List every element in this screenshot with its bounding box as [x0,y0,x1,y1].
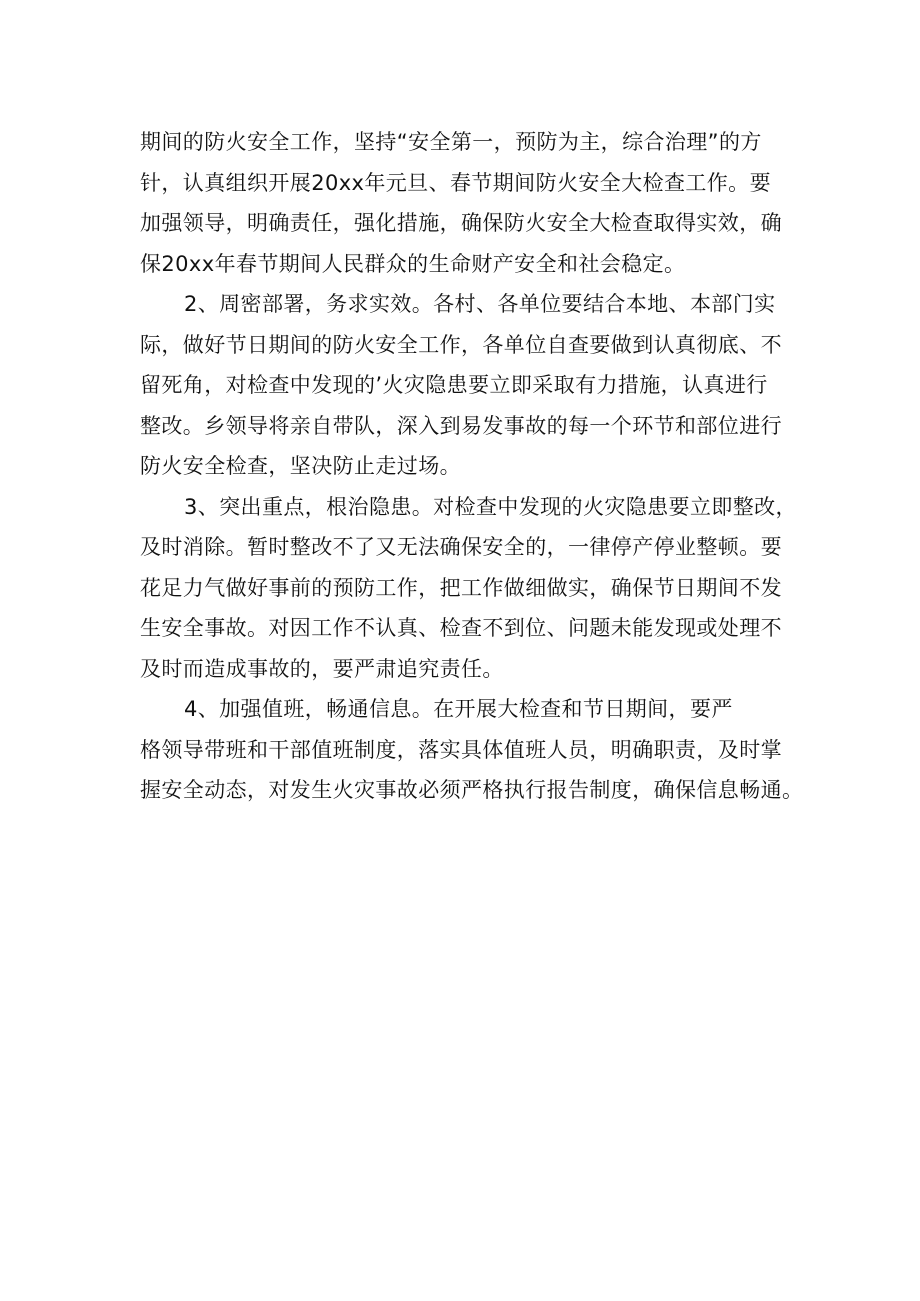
text-line: 4、加强值班，畅通信息。在开展大检查和节日期间，要严 [184,697,733,721]
text-line: 期间的防火安全工作，坚持“安全第一，预防为主，综合治理”的方 [140,130,762,154]
text-line: 格领导带班和干部值班制度，落实具体值班人员，明确职责，及时掌 [140,737,782,762]
text-line: 握安全动态，对发生火灾事故必须严格执行报告制度，确保信息畅通。 [140,778,804,802]
paragraph-4 [140,689,804,811]
text-line: 针，认真组织开展20xx年元旦、春节期间防火安全大检查工作。要 [140,170,771,195]
document-body [140,122,804,811]
text-line: 3、突出重点，根治隐患。对检查中发现的火灾隐患要立即整改， [184,494,797,519]
text-line: 防火安全检查，坚决防止走过场。 [140,454,461,478]
paragraph-2 [140,284,790,487]
text-line: 保20xx年春节期间人民群众的生命财产安全和社会稳定。 [140,251,686,276]
text-line: 留死角，对检查中发现的’火灾隐患要立即采取有力措施，认真进行 [140,373,768,397]
text-line: 加强领导，明确责任，强化措施，确保防火安全大检查取得实效，确 [140,211,782,235]
text-line: 花足力气做好事前的预防工作，把工作做细做实，确保节日期间不发 [140,575,782,600]
text-line: 生安全事故。对因工作不认真、检查不到位、问题未能发现或处理不 [140,616,782,640]
paragraph-3 [140,487,797,690]
text-line: 整改。乡领导将亲自带队，深入到易发事故的每一个环节和部位进行 [140,413,782,438]
paragraph-1 [140,122,790,284]
text-line: 际，做好节日期间的防火安全工作，各单位自查要做到认真彻底、不 [140,332,782,357]
text-line: 2、周密部署，务求实效。各村、各单位要结合本地、本部门实 [184,292,776,316]
text-line: 及时消除。暂时整改不了又无法确保安全的，一律停产停业整顿。要 [140,535,782,559]
text-line: 及时而造成事故的，要严肃追究责任。 [140,656,504,681]
